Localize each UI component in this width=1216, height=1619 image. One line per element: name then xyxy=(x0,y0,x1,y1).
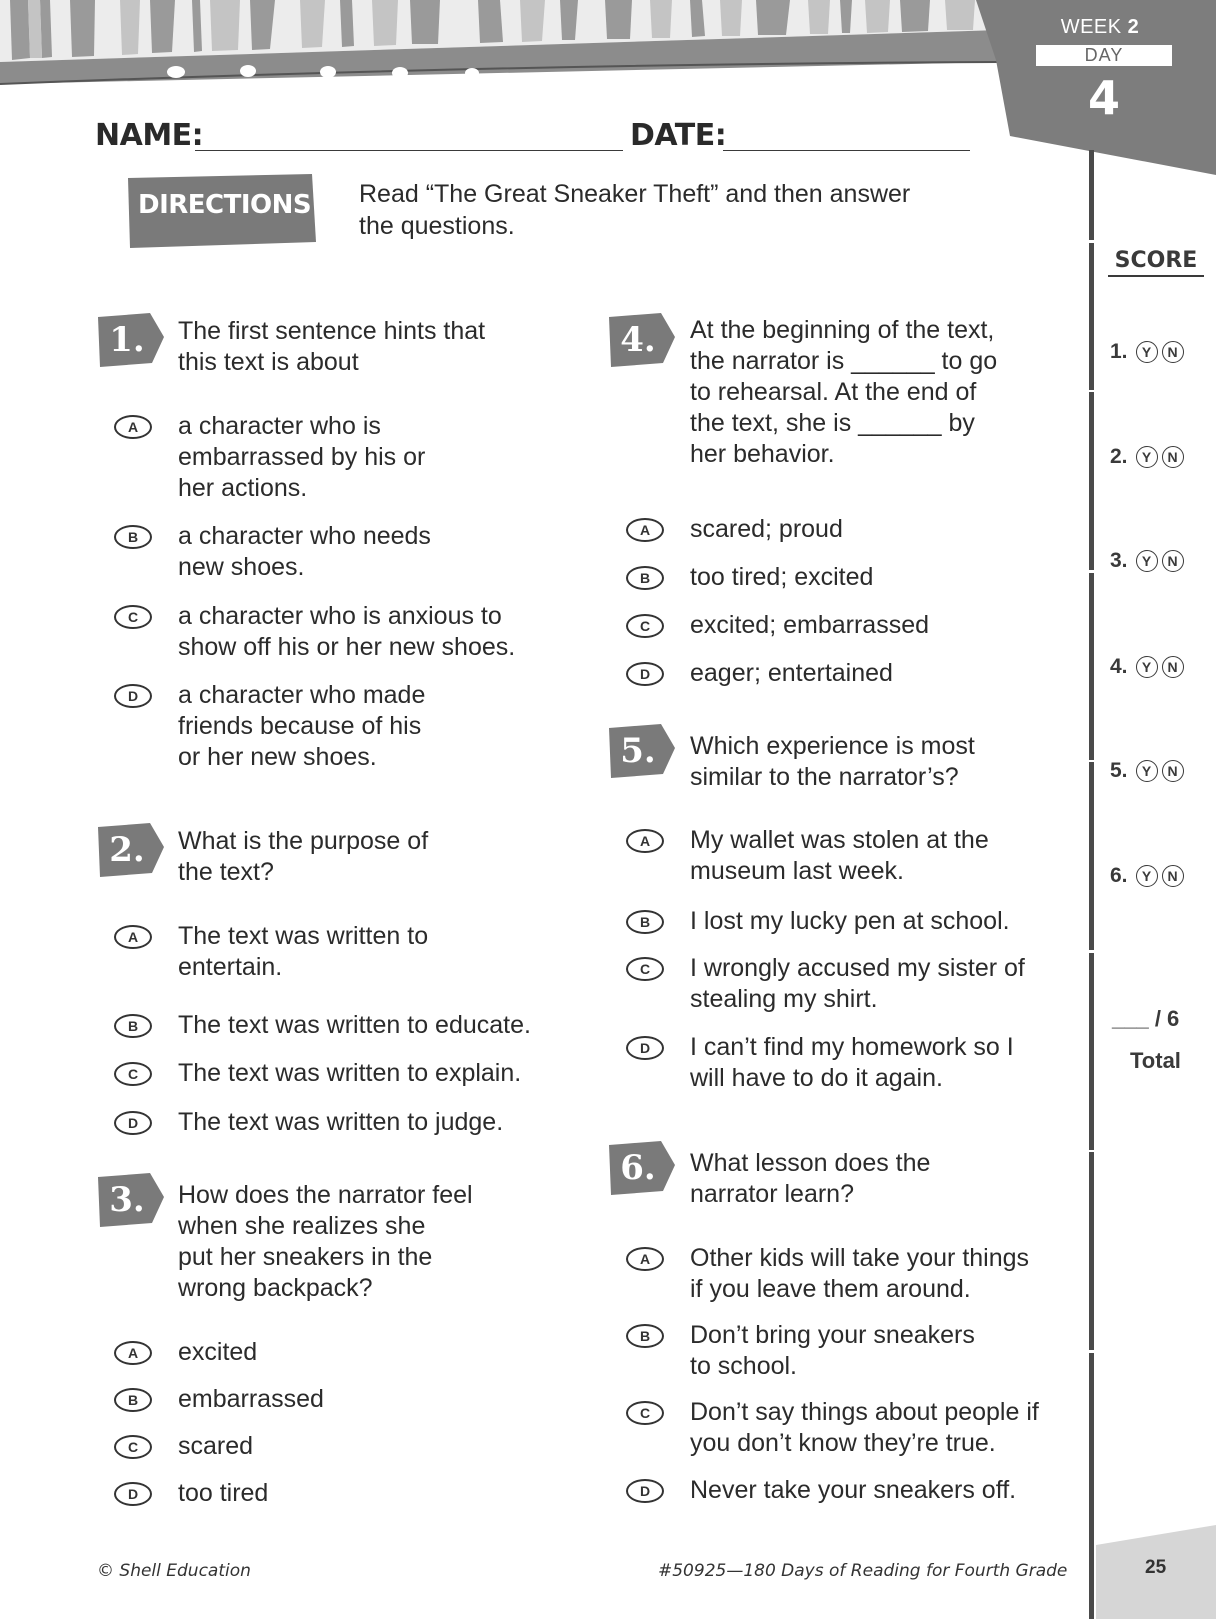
answer-option-line: to school. xyxy=(690,1352,798,1380)
answer-option-text xyxy=(178,1478,268,1509)
question-text-line: The first sentence hints that xyxy=(178,317,486,345)
answer-bubble[interactable]: C xyxy=(114,605,152,629)
question-text-line: to rehearsal. At the end of xyxy=(690,378,977,406)
answer-bubble[interactable]: B xyxy=(626,1324,664,1348)
answer-option-line: My wallet was stolen at the xyxy=(690,826,989,854)
answer-option-text xyxy=(178,1384,324,1415)
answer-bubble[interactable]: A xyxy=(114,415,152,439)
question-number: 4. xyxy=(620,320,656,360)
answer-option-text xyxy=(178,1337,257,1368)
answer-option-line: The text was written to explain. xyxy=(178,1059,522,1087)
answer-option-line: I can’t find my homework so I xyxy=(690,1033,1014,1061)
score-total-line: ___ / 6 xyxy=(1112,1006,1180,1031)
question-text-line: At the beginning of the text, xyxy=(690,316,995,344)
score-yes-bubble[interactable]: Y xyxy=(1136,550,1158,572)
answer-option-text xyxy=(690,562,873,593)
answer-option-line: entertain. xyxy=(178,953,283,981)
answer-option-line: a character who needs xyxy=(178,522,431,550)
day-label: DAY xyxy=(1084,45,1124,65)
answer-option-text xyxy=(690,825,989,887)
answer-bubble[interactable]: A xyxy=(626,829,664,853)
score-heading: SCORE xyxy=(1108,248,1204,277)
answer-option-line: embarrassed by his or xyxy=(178,443,426,471)
answer-option-line: you don’t know they’re true. xyxy=(690,1429,996,1457)
question-text-line: wrong backpack? xyxy=(178,1274,373,1302)
directions-label: DIRECTIONS xyxy=(138,190,312,220)
answer-bubble[interactable]: D xyxy=(114,684,152,708)
question-text-line: the text? xyxy=(178,858,274,886)
question-number: 1. xyxy=(109,320,145,360)
score-row-number: 4. xyxy=(1110,655,1128,678)
answer-option-text xyxy=(178,601,515,663)
answer-option-line: if you leave them around. xyxy=(690,1275,971,1303)
answer-option-line: Other kids will take your things xyxy=(690,1244,1030,1272)
score-total-label: Total xyxy=(1130,1048,1181,1073)
answer-option-text xyxy=(178,1431,253,1462)
question-text-line: What is the purpose of xyxy=(178,827,429,855)
score-no-bubble[interactable]: N xyxy=(1162,446,1184,468)
date-label: DATE: xyxy=(630,118,727,153)
answer-option-text xyxy=(690,1032,1014,1094)
answer-bubble[interactable]: B xyxy=(626,910,664,934)
answer-option-line: Never take your sneakers off. xyxy=(690,1476,1017,1504)
answer-bubble[interactable]: C xyxy=(626,614,664,638)
answer-bubble[interactable]: B xyxy=(626,566,664,590)
question-text-line: her behavior. xyxy=(690,440,835,468)
date-field[interactable] xyxy=(723,150,970,151)
answer-option-text xyxy=(690,906,1010,937)
score-row xyxy=(1110,861,1210,891)
answer-option-text xyxy=(178,680,425,773)
answer-option-line: too tired; excited xyxy=(690,563,874,591)
answer-bubble[interactable]: D xyxy=(626,1479,664,1503)
answer-bubble[interactable]: A xyxy=(626,518,664,542)
question-text xyxy=(178,826,428,888)
answer-bubble[interactable]: C xyxy=(114,1435,152,1459)
score-no-bubble[interactable]: N xyxy=(1162,341,1184,363)
answer-option-line: The text was written to judge. xyxy=(178,1108,504,1136)
answer-option-line: too tired xyxy=(178,1479,269,1507)
score-row-number: 2. xyxy=(1110,445,1128,468)
question-number: 2. xyxy=(109,830,145,870)
score-row xyxy=(1110,652,1210,682)
score-yes-bubble[interactable]: Y xyxy=(1136,446,1158,468)
answer-bubble[interactable]: C xyxy=(626,1401,664,1425)
answer-option-line: I wrongly accused my sister of xyxy=(690,954,1025,982)
answer-option-line: friends because of his xyxy=(178,712,422,740)
answer-option-line: Don’t bring your sneakers xyxy=(690,1321,975,1349)
answer-option-text xyxy=(690,610,929,641)
question-text-line: What lesson does the xyxy=(690,1149,931,1177)
answer-bubble[interactable]: D xyxy=(114,1482,152,1506)
answer-option-text xyxy=(690,953,1025,1015)
score-yes-bubble[interactable]: Y xyxy=(1136,760,1158,782)
score-yes-bubble[interactable]: Y xyxy=(1136,656,1158,678)
footer-book-title: #50925—180 Days of Reading for Fourth Grade xyxy=(658,1561,1068,1581)
score-no-bubble[interactable]: N xyxy=(1162,656,1184,678)
answer-option-text xyxy=(690,1397,1039,1459)
page-number: 25 xyxy=(1145,1557,1167,1578)
answer-bubble[interactable]: C xyxy=(626,957,664,981)
score-row-number: 3. xyxy=(1110,549,1128,572)
answer-option-line: show off his or her new shoes. xyxy=(178,633,516,661)
directions-text: Read “The Great Sneaker Theft” and then answer the questions. xyxy=(359,180,911,240)
score-row xyxy=(1110,756,1210,786)
answer-option-line: excited xyxy=(178,1338,258,1366)
answer-option-text xyxy=(690,514,843,545)
question-text xyxy=(690,731,975,793)
answer-option-line: excited; embarrassed xyxy=(690,611,930,639)
name-field[interactable] xyxy=(195,150,623,151)
question-text xyxy=(690,315,997,470)
score-row-number: 1. xyxy=(1110,340,1128,363)
answer-option-line: a character who is xyxy=(178,412,381,440)
score-no-bubble[interactable]: N xyxy=(1162,760,1184,782)
day-number: 4 xyxy=(1087,71,1120,125)
footer-publisher: © Shell Education xyxy=(97,1561,251,1581)
answer-option-text xyxy=(178,921,428,983)
answer-option-line: her actions. xyxy=(178,474,308,502)
answer-bubble[interactable]: D xyxy=(626,1036,664,1060)
question-text-line: narrator learn? xyxy=(690,1180,854,1208)
score-row-number: 6. xyxy=(1110,864,1128,887)
answer-option-text xyxy=(690,1243,1029,1305)
answer-bubble[interactable]: B xyxy=(114,1388,152,1412)
score-divider xyxy=(1087,150,1096,1619)
answer-option-text xyxy=(178,1010,531,1041)
answer-option-line: museum last week. xyxy=(690,857,904,885)
answer-bubble[interactable]: D xyxy=(114,1111,152,1135)
answer-option-line: scared; proud xyxy=(690,515,843,543)
question-text-line: put her sneakers in the xyxy=(178,1243,433,1271)
answer-option-text xyxy=(178,1107,503,1138)
week-label: WEEK 2 xyxy=(1060,16,1140,38)
question-number: 6. xyxy=(620,1148,656,1188)
answer-bubble[interactable]: A xyxy=(114,1341,152,1365)
question-text-line: How does the narrator feel xyxy=(178,1181,473,1209)
answer-option-line: eager; entertained xyxy=(690,659,893,687)
answer-option-line: will have to do it again. xyxy=(690,1064,943,1092)
answer-option-line: The text was written to educate. xyxy=(178,1011,531,1039)
answer-option-line: a character who made xyxy=(178,681,426,709)
answer-option-line: scared xyxy=(178,1432,254,1460)
answer-option-line: embarrassed xyxy=(178,1385,324,1413)
score-yes-bubble[interactable]: Y xyxy=(1136,865,1158,887)
score-row xyxy=(1110,546,1210,576)
score-no-bubble[interactable]: N xyxy=(1162,550,1184,572)
score-row-number: 5. xyxy=(1110,759,1128,782)
question-text-line: similar to the narrator’s? xyxy=(690,763,959,791)
question-number: 5. xyxy=(620,731,656,771)
answer-bubble[interactable]: A xyxy=(114,925,152,949)
question-text-line: Which experience is most xyxy=(690,732,975,760)
question-text-line: the narrator is ______ to go xyxy=(690,347,998,375)
answer-option-line: stealing my shirt. xyxy=(690,985,878,1013)
answer-bubble[interactable]: A xyxy=(626,1247,664,1271)
answer-option-line: a character who is anxious to xyxy=(178,602,502,630)
answer-option-text xyxy=(178,521,431,583)
answer-option-line: Don’t say things about people if xyxy=(690,1398,1039,1426)
answer-bubble[interactable]: B xyxy=(114,1014,152,1038)
answer-bubble[interactable]: C xyxy=(114,1062,152,1086)
answer-bubble[interactable]: B xyxy=(114,525,152,549)
question-text-line: the text, she is ______ by xyxy=(690,409,975,437)
answer-option-line: or her new shoes. xyxy=(178,743,377,771)
question-number: 3. xyxy=(109,1180,145,1220)
question-text xyxy=(178,1180,473,1304)
question-text xyxy=(690,1148,930,1210)
question-text-line: this text is about xyxy=(178,348,359,376)
score-row xyxy=(1110,337,1210,367)
answer-option-line: I lost my lucky pen at school. xyxy=(690,907,1010,935)
answer-option-text xyxy=(178,411,425,504)
question-text xyxy=(178,316,485,378)
name-label: NAME: xyxy=(95,118,204,153)
answer-option-line: new shoes. xyxy=(178,553,305,581)
answer-option-text xyxy=(690,1320,975,1382)
answer-option-line: The text was written to xyxy=(178,922,429,950)
score-row xyxy=(1110,442,1210,472)
score-yes-bubble[interactable]: Y xyxy=(1136,341,1158,363)
answer-option-text xyxy=(690,658,893,689)
answer-option-text xyxy=(690,1475,1016,1506)
score-no-bubble[interactable]: N xyxy=(1162,865,1184,887)
question-text-line: when she realizes she xyxy=(178,1212,426,1240)
answer-option-text xyxy=(178,1058,521,1089)
answer-bubble[interactable]: D xyxy=(626,662,664,686)
